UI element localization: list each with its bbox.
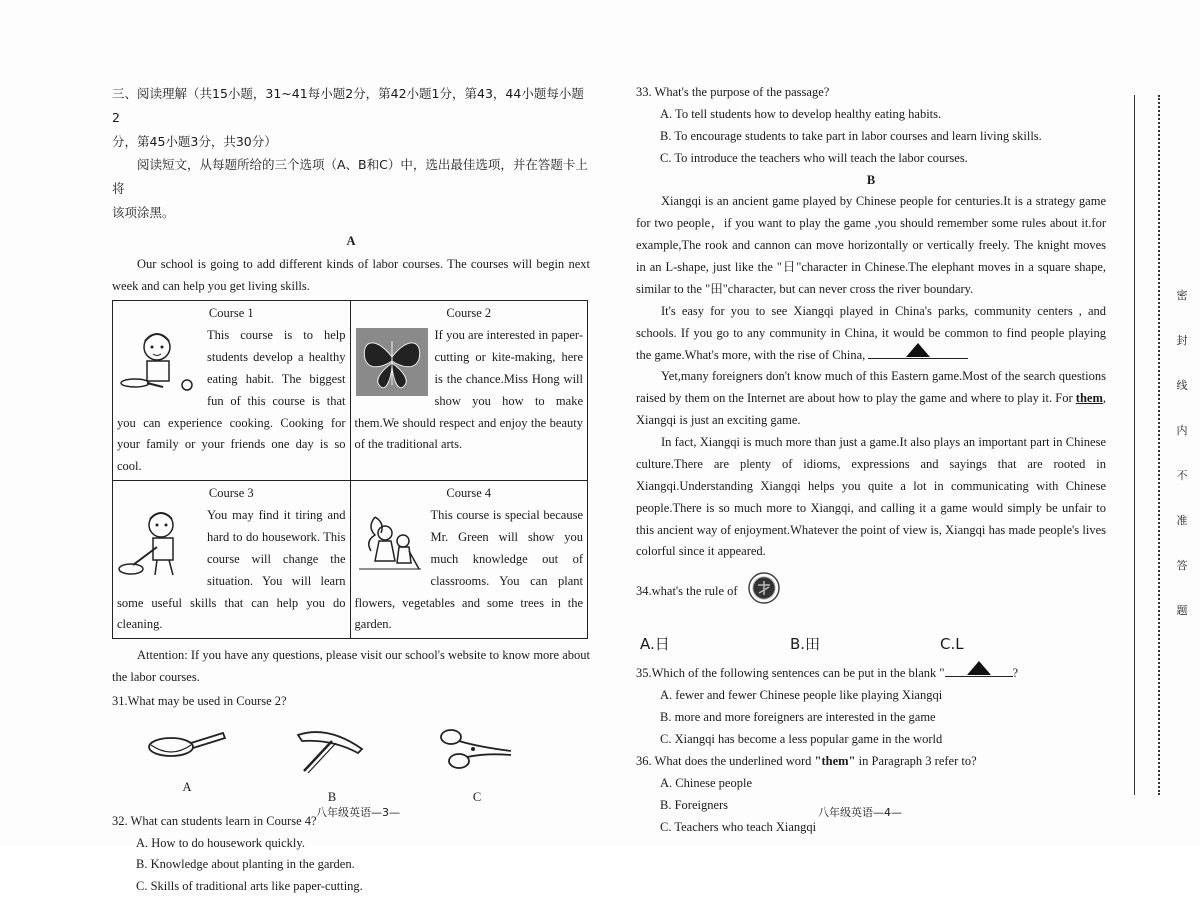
q36-text [636, 751, 1106, 773]
q33-option-a[interactable]: A. To tell students how to develop healthy eating habits. [660, 106, 942, 121]
binding-char-5: 不 [1176, 469, 1188, 482]
q31-label-a: A [182, 779, 192, 794]
course-4-body: This course is special because Mr. Green will show you much knowledge out of classrooms. You can plant flowers, vegetables and some trees in the garden. [354, 508, 583, 632]
q34-text-label: 34.what's the rule of [636, 584, 738, 599]
passage-b-p3-text-b: , Xiangqi is just an exciting game. [636, 391, 1106, 428]
section-instruction-2: 该项涂黑。 [112, 204, 175, 220]
course-4-cell [350, 481, 587, 639]
triangle-icon [906, 343, 930, 357]
q32-text: 32. What can students learn in Course 4? [112, 813, 317, 828]
course-2-cell [350, 301, 587, 481]
q35-blank [945, 665, 1013, 677]
cooking-child-icon [117, 327, 201, 405]
q36-text-word: "them" [814, 753, 856, 768]
binding-char-7: 答 [1176, 559, 1188, 572]
q32-option-b[interactable]: B. Knowledge about planting in the garden. [136, 857, 355, 872]
courses-table [112, 300, 588, 639]
passage-b-p4: In fact, Xiangqi is much more than just a game.It also plays an important part in Chinese culture.There are plenty of idioms, expressions and sayings that are rooted in Xiangqi.Understanding Xiangqi helps you quite a lot in communicating with Chinese people.There is so much more to Xiangqi, and calling it a game would simply be unfair to this ancient way of enjoyment.Whatever the point of view is, Xiangqi has made people's lives colorful since it appeared. [636, 435, 1106, 559]
course-3-body: You may find it tiring and hard to do housework. This course will change the situation. You will learn some useful skills that can help you do cleaning. [117, 508, 346, 632]
right-column [636, 82, 1106, 838]
q33-option-c[interactable]: C. To introduce the teachers who will teach the labor courses. [660, 150, 968, 165]
passage-b-p3 [636, 366, 1106, 432]
q33-text: 33. What's the purpose of the passage? [636, 85, 830, 99]
q33-option-b[interactable]: B. To encourage students to take part in labor courses and learn living skills. [660, 128, 1042, 143]
binding-notice [1170, 290, 1194, 650]
course-2-body: If you are interested in paper-cutting or kite-making, here is the chance.Miss Hong will show you how to make them.We should respect and enjoy the beauty of the traditional arts. [354, 328, 583, 452]
binding-char-4: 内 [1176, 424, 1188, 437]
frying-pan-icon [147, 725, 227, 773]
xiangqi-piece-icon [747, 571, 781, 613]
triangle-icon [967, 661, 991, 675]
binding-dotted-line [1158, 95, 1160, 795]
passage-b-p2-text: It's easy for you to see Xiangqi played in China's parks, community centers , and schools. If you go to any community in China, it would be common to find people playing the game.What's more, with the rise of China, [636, 303, 1106, 362]
q35-text [636, 663, 1106, 685]
passage-b-p3-text-a: Yet,many foreigners don't know much of this Eastern game.Most of the search questions raised by them on the Internet are about how to play the game and where to play it. For [636, 369, 1106, 406]
q36-option-a[interactable]: A. Chinese people [660, 775, 752, 790]
q31-option-c[interactable] [422, 725, 532, 809]
q31-option-a[interactable] [132, 725, 242, 809]
q35-option-a[interactable]: A. fewer and fewer Chinese people like playing Xiangqi [660, 688, 943, 703]
binding-solid-line [1134, 95, 1135, 795]
section-heading-2: 分，第45小题3分，共30分） [112, 133, 277, 149]
q34-text [636, 571, 1106, 613]
passage-a-letter: A [346, 233, 356, 248]
q35-option-b[interactable]: B. more and more foreigners are interested in the game [660, 710, 936, 725]
q36-option-c[interactable]: C. Teachers who teach Xiangqi [660, 819, 817, 834]
passage-b-letter: B [866, 172, 876, 187]
footer-page-3: 八年级英语—3— [316, 806, 400, 819]
paper-cut-butterfly-icon [355, 327, 429, 405]
passage-b-p1: Xiangqi is an ancient game played by Chinese people for centuries.It is a strategy game for two people，if you want to play the game ,you should remember some rules about it.for example,The rook and cannon can move horizontally or vertically freely. The knight moves in an L-shape, just like the "日"character in Chinese.The elephant moves in a square shape, similar to the "田"character, but can never cross the river boundary. [636, 194, 1106, 296]
course-1-cell [113, 301, 351, 481]
q35-text-b: ? [1012, 666, 1019, 681]
section-heading-1: 三、阅读理解（共15小题，31~41每小题2分，第42小题1分，第43，44小题每小题2 [112, 86, 584, 125]
binding-char-1: 密 [1176, 289, 1188, 302]
q35-option-c[interactable]: C. Xiangqi has become a less popular game in the world [660, 732, 943, 746]
course-1-title: Course 1 [208, 306, 254, 321]
q31-label-b: B [327, 789, 337, 804]
footer-page-4: 八年级英语—4— [818, 806, 902, 819]
q34-option-c[interactable]: C.L [940, 635, 964, 654]
q35-text-a: 35.Which of the following sentences can be put in the blank " [636, 666, 945, 681]
binding-char-6: 准 [1176, 514, 1188, 527]
q34-option-b[interactable]: B.田 [790, 635, 821, 654]
passage-b-them-underlined: them [1075, 391, 1103, 406]
q36-text-b: in Paragraph 3 refer to? [855, 753, 977, 768]
course-3-cell [113, 481, 351, 639]
q31-text: 31.What may be used in Course 2? [112, 694, 287, 708]
binding-char-3: 线 [1176, 379, 1188, 392]
passage-a-intro: Our school is going to add different kinds of labor courses. The courses will begin next week and can help you get living skills. [112, 257, 590, 294]
q31-options [132, 725, 532, 809]
section-instruction-1: 阅读短文，从每题所给的三个选项（A、B和C）中，选出最佳选项，并在答题卡上将 [112, 157, 588, 196]
scissors-icon [437, 725, 517, 783]
q34-option-a[interactable]: A.日 [640, 635, 670, 654]
course-3-title: Course 3 [208, 486, 254, 501]
course-1-body: This course is to help students develop a healthy eating habit. The biggest fun of this course is that you can experience cooking. Cooking for your family or your friends one day is so cool. [117, 328, 346, 474]
q32-option-c[interactable]: C. Skills of traditional arts like paper-cutting. [136, 879, 363, 894]
q31-option-b[interactable] [277, 725, 387, 809]
course-4-title: Course 4 [446, 486, 492, 501]
q31-label-c: C [472, 789, 482, 804]
q32-option-a[interactable]: A. How to do housework quickly. [136, 835, 305, 850]
passage-b-blank [868, 347, 968, 359]
passage-b-p2 [636, 301, 1106, 367]
passage-a-attention: Attention: If you have any questions, please visit our school's website to know more about the labor courses. [112, 648, 590, 685]
binding-char-2: 封 [1176, 334, 1188, 347]
gardening-icon [355, 507, 425, 585]
q34-options [640, 631, 1106, 657]
binding-char-8: 题 [1176, 604, 1188, 617]
q36-text-a: 36. What does the underlined word [636, 753, 815, 768]
left-column [112, 82, 590, 898]
pickaxe-icon [292, 725, 372, 783]
q36-option-b[interactable]: B. Foreigners [660, 797, 729, 812]
cleaning-child-icon [117, 507, 201, 585]
course-2-title: Course 2 [446, 306, 492, 321]
